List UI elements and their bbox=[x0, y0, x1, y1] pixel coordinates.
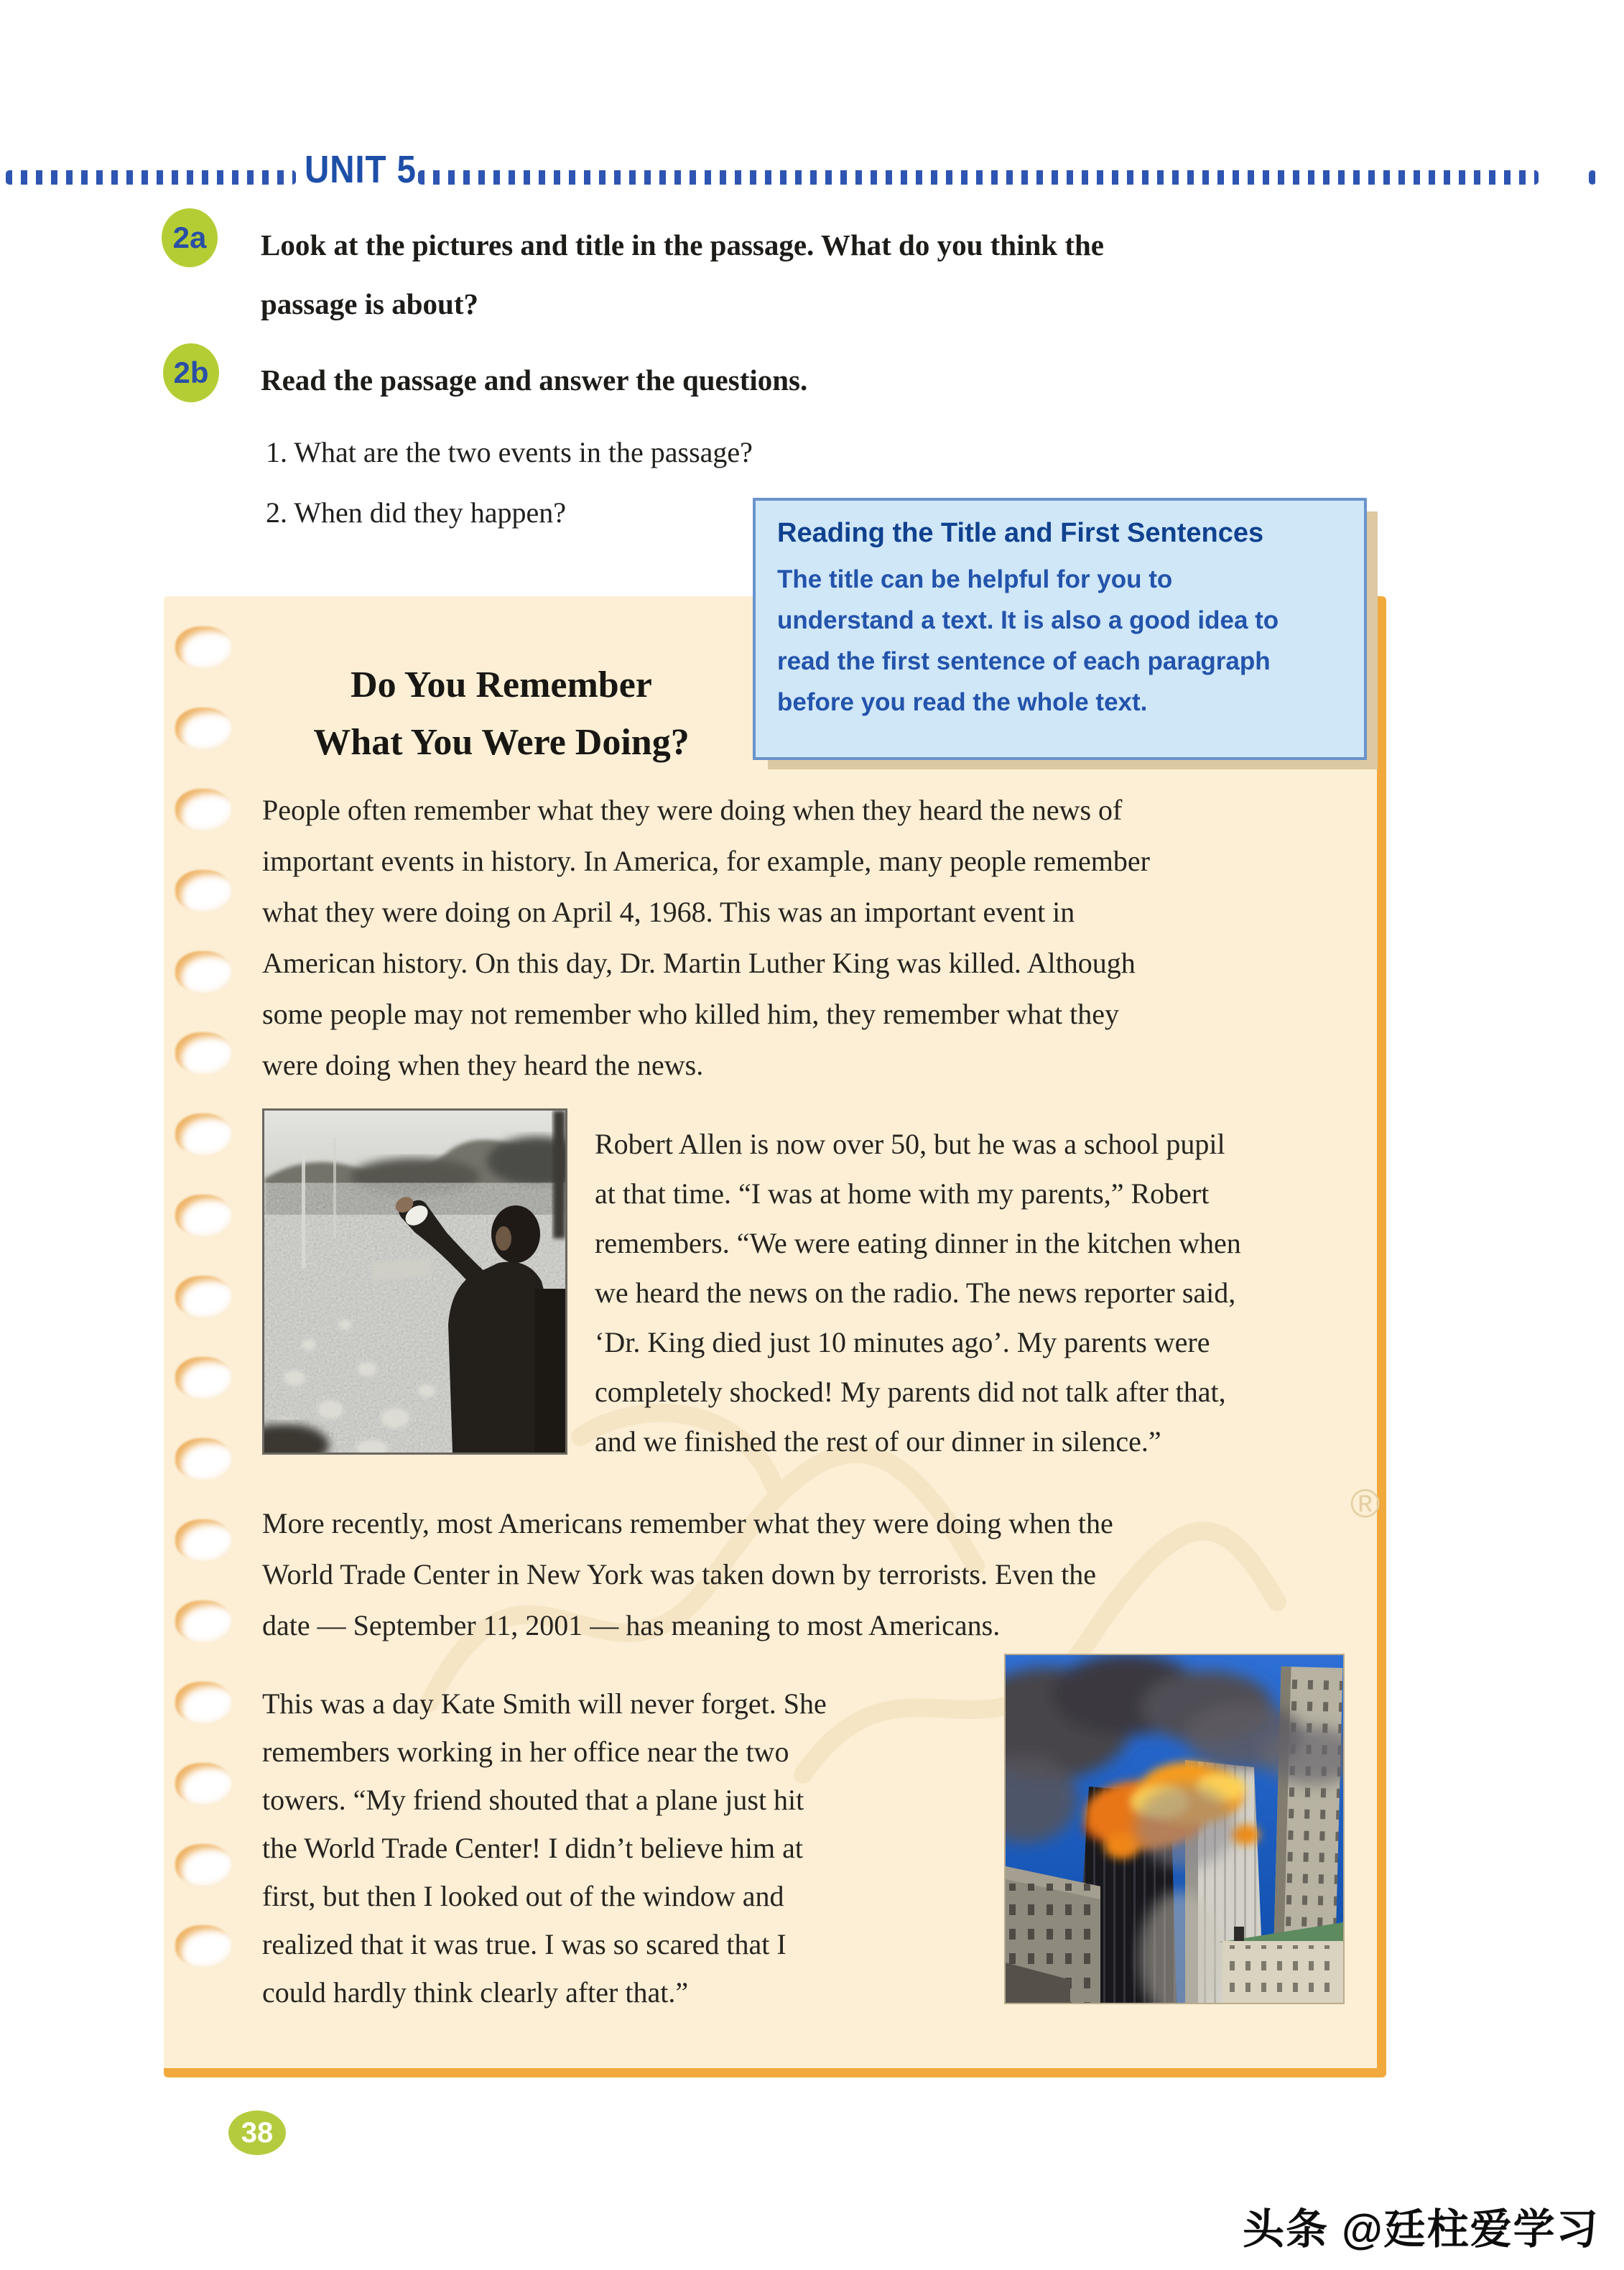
binder-hole bbox=[175, 951, 231, 993]
header-end-dot bbox=[1589, 170, 1596, 185]
binder-hole bbox=[175, 1276, 231, 1317]
passage-title-line-1: Do You Remember bbox=[351, 664, 652, 705]
paragraph-line: Robert Allen is now over 50, but he was a school pupil bbox=[595, 1128, 1225, 1160]
paragraph-line: ‘Dr. King died just 10 minutes ago’. My parents were bbox=[595, 1326, 1210, 1358]
paragraph-line: at that time. “I was at home with my parents,” Robert bbox=[595, 1177, 1210, 1210]
paragraph-line: This was a day Kate Smith will never forget. She bbox=[262, 1687, 827, 1720]
question-2: 2. When did they happen? bbox=[266, 496, 567, 529]
reading-tip-box bbox=[753, 498, 1367, 760]
binder-hole bbox=[175, 1195, 231, 1236]
binder-hole bbox=[175, 1925, 231, 1967]
task-2a-instruction-line-2: passage is about? bbox=[261, 287, 479, 320]
binder-hole bbox=[175, 1357, 231, 1399]
binder-hole bbox=[175, 1844, 231, 1886]
binder-hole bbox=[175, 1600, 231, 1642]
paragraph-line: More recently, most Americans remember what they were doing when the bbox=[262, 1507, 1113, 1539]
paragraph-line: first, but then I looked out of the window and bbox=[262, 1880, 784, 1912]
paragraph-line: date — September 11, 2001 — has meaning to most Americans. bbox=[262, 1609, 1001, 1641]
task-badge-2a: 2a bbox=[162, 208, 218, 267]
binder-hole bbox=[175, 870, 231, 912]
paragraph-line: towers. “My friend shouted that a plane just hit bbox=[262, 1784, 804, 1816]
unit-title: UNIT 5 bbox=[305, 148, 417, 191]
credit-watermark: 头条 @廷柱爱学习 bbox=[1243, 2206, 1600, 2253]
paragraph-line: we heard the news on the radio. The news reporter said, bbox=[595, 1277, 1236, 1309]
paragraph-line: could hardly think clearly after that.” bbox=[262, 1976, 689, 2009]
passage-paragraph-1 bbox=[262, 784, 1150, 1090]
binder-hole bbox=[175, 1032, 231, 1074]
passage-title-line-2: What You Were Doing? bbox=[313, 722, 690, 763]
paragraph-line: were doing when they heard the news. bbox=[262, 1049, 704, 1081]
paragraph-line: important events in history. In America, for example, many people remember bbox=[262, 845, 1150, 877]
world-trade-center-photo-image bbox=[1006, 1655, 1343, 2003]
tip-line-4: before you read the whole text. bbox=[777, 688, 1148, 716]
paragraph-line: World Trade Center in New York was taken down by terrorists. Even the bbox=[262, 1558, 1097, 1590]
passage-paragraph-2 bbox=[595, 1119, 1241, 1466]
paragraph-line: realized that it was true. I was so scared that I bbox=[262, 1928, 787, 1960]
binder-hole bbox=[175, 789, 231, 830]
binder-hole bbox=[175, 1763, 231, 1805]
paragraph-line: the World Trade Center! I didn’t believe him at bbox=[262, 1832, 803, 1864]
mlk-photo-image bbox=[264, 1111, 565, 1453]
tip-line-3: read the first sentence of each paragraph bbox=[777, 647, 1271, 675]
passage-card bbox=[164, 596, 1386, 2077]
paragraph-line: remembers working in her office near the two bbox=[262, 1736, 789, 1768]
binder-hole bbox=[175, 1438, 231, 1480]
paragraph-line: remembers. “We were eating dinner in the kitchen when bbox=[595, 1227, 1241, 1259]
binder-hole bbox=[175, 708, 231, 749]
paragraph-line: some people may not remember who killed him, they remember what they bbox=[262, 998, 1119, 1030]
tip-line-2: understand a text. It is also a good idea to bbox=[777, 606, 1279, 634]
page-number-badge: 38 bbox=[228, 2111, 286, 2155]
passage-paragraph-4 bbox=[262, 1680, 827, 2016]
task-2a-instruction-line-1: Look at the pictures and title in the passage. What do you think the bbox=[261, 228, 1104, 261]
paragraph-line: what they were doing on April 4, 1968. This was an important event in bbox=[262, 896, 1075, 928]
paragraph-line: American history. On this day, Dr. Martin Luther King was killed. Although bbox=[262, 947, 1136, 979]
passage-title bbox=[272, 657, 731, 772]
world-trade-center-photo bbox=[1004, 1654, 1345, 2004]
registered-mark-watermark: ® bbox=[1350, 1481, 1381, 1526]
binder-hole bbox=[175, 1519, 231, 1561]
binder-hole bbox=[175, 1682, 231, 1723]
paragraph-line: People often remember what they were doing when they heard the news of bbox=[262, 794, 1123, 826]
mlk-photo bbox=[262, 1108, 567, 1455]
header-dotted-line-right bbox=[418, 170, 1539, 185]
header-dotted-line-left bbox=[6, 170, 296, 185]
tip-title: Reading the Title and First Sentences bbox=[777, 518, 1264, 548]
task-badge-2b: 2b bbox=[163, 343, 219, 402]
paragraph-line: and we finished the rest of our dinner in silence.” bbox=[595, 1425, 1161, 1458]
binder-hole bbox=[175, 1113, 231, 1155]
paragraph-line: completely shocked! My parents did not talk after that, bbox=[595, 1376, 1226, 1408]
task-2b-instruction: Read the passage and answer the questions. bbox=[261, 363, 808, 397]
binder-hole bbox=[175, 626, 231, 668]
question-1: 1. What are the two events in the passage? bbox=[266, 436, 753, 468]
passage-paragraph-3 bbox=[262, 1498, 1113, 1651]
tip-line-1: The title can be helpful for you to bbox=[777, 565, 1173, 593]
